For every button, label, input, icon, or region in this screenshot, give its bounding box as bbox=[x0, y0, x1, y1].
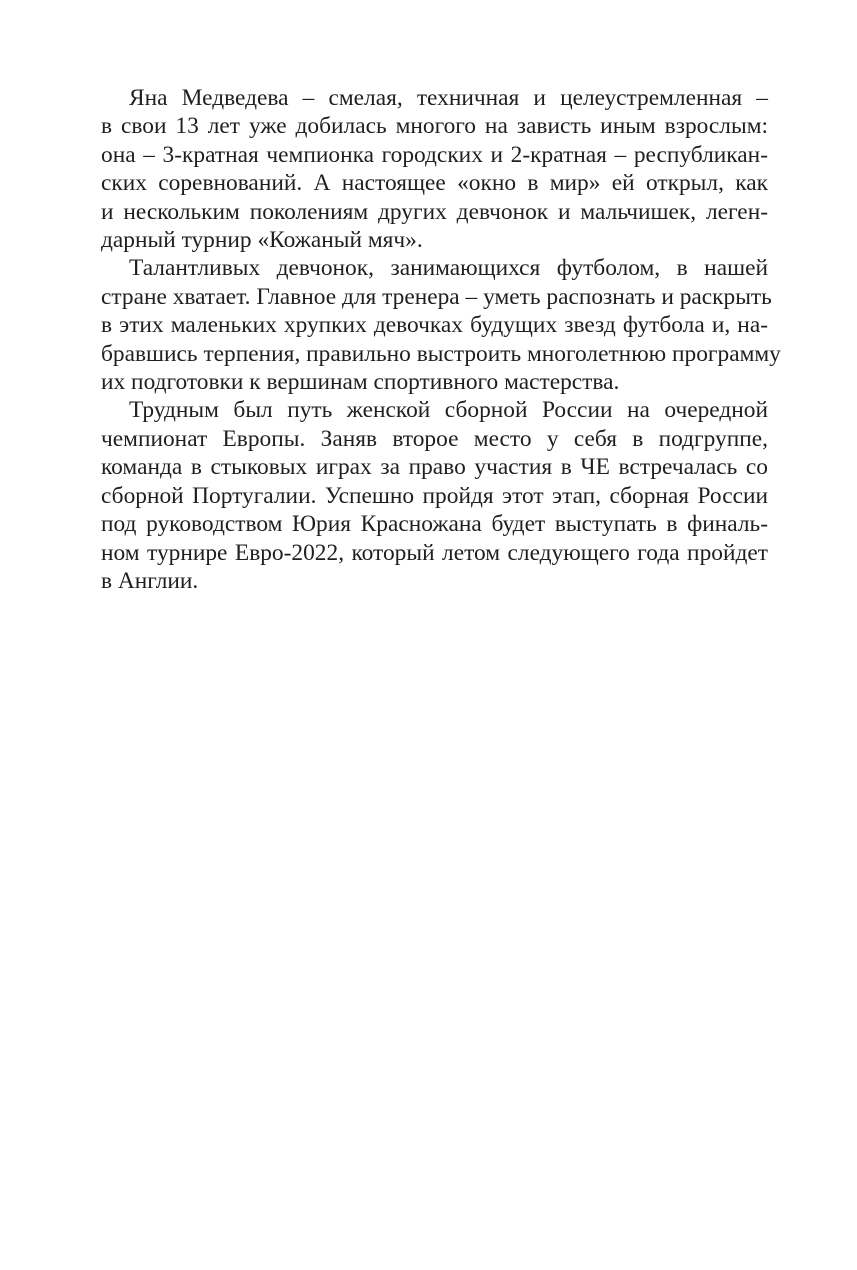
paragraph-3-line-7: в Англии. bbox=[101, 567, 199, 594]
paragraph-1-line-4: ских соревнований. А настоящее «окно в мир» ей открыл, как bbox=[101, 170, 768, 197]
paragraph-3-line-2: чемпионат Европы. Заняв второе место у себя в подгруппе, bbox=[101, 425, 768, 452]
paragraph-2-line-1: Талантливых девчонок, занимающихся футболом, в нашей bbox=[129, 255, 768, 282]
paragraph-2-line-3: в этих маленьких хрупких девочках будущих звезд футбола и, на- bbox=[101, 312, 768, 339]
paragraph-1-line-1: Яна Медведева – смелая, техничная и целеустремленная – bbox=[129, 85, 768, 111]
paragraph-1-line-2: в свои 13 лет уже добилась многого на зависть иным взрослым: bbox=[101, 113, 768, 140]
paragraph-3-line-1: Трудным был путь женской сборной России на очередной bbox=[129, 397, 768, 424]
paragraph-3-line-3: команда в стыковых играх за право участия в ЧЕ встречалась со bbox=[101, 454, 768, 481]
paragraph-2-line-4: бравшись терпения, правильно выстроить многолетнюю программу bbox=[101, 340, 781, 367]
paragraph-2-line-5: их подготовки к вершинам спортивного мастерства. bbox=[101, 369, 620, 396]
paragraph-3-line-5: под руководством Юрия Красножана будет выступать в финаль- bbox=[101, 511, 768, 538]
paragraph-1-line-5: и нескольким поколениям других девчонок и мальчишек, леген- bbox=[101, 198, 768, 225]
body-text bbox=[101, 84, 781, 595]
paragraph-1-line-6: дарный турнир «Кожаный мяч». bbox=[101, 227, 423, 254]
paragraph-1-line-3: она – 3-кратная чемпионка городских и 2-кратная – республикан- bbox=[101, 141, 768, 168]
paragraph-2-line-2: стране хватает. Главное для тренера – уметь распознать и раскрыть bbox=[101, 283, 772, 310]
paragraph-3-line-4: сборной Португалии. Успешно пройдя этот этап, сборная России bbox=[101, 482, 768, 509]
paragraph-3-line-6: ном турнире Евро-2022, который летом следующего года пройдет bbox=[101, 539, 768, 566]
